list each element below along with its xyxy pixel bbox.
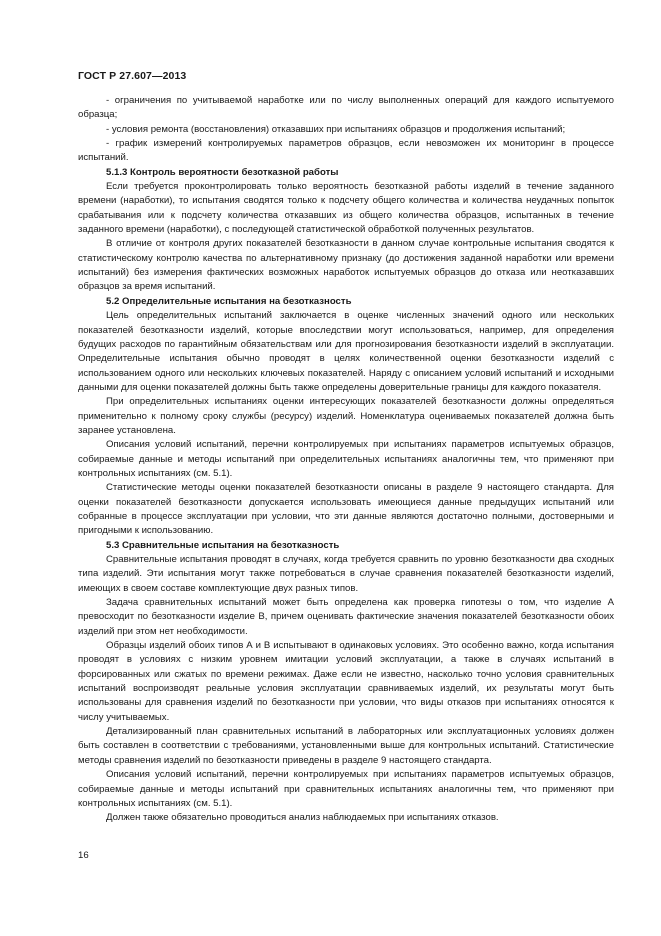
page-number: 16: [78, 850, 89, 861]
paragraph: Цель определительных испытаний заключается в оценке численных значений одного или нескольких показателей безотказности изделий, которые впоследствии могут использоваться, например, для определения будущих расходов по гарантийным обязательствам или для прогнозирования безотказности изделий в эксплуатации. Определительные испытания обычно проводят в целях количественной оценки безотказности изделий с использованием одного или нескольких ключевых показателей. Наряду с описанием условий испытаний и исходными данными для оценки показателей должны быть также определены доверительные границы для каждого показателя.: [78, 310, 614, 393]
paragraph: Если требуется проконтролировать только вероятность безотказной работы изделий в течение заданного времени (наработки), то испытания сводятся только к подсчету общего количества и количества неудачных попыток срабатывания или к подсчету количества отказавших из общего количества образцов, испытанных в течение заданного времени (наработки), с последующей статистической обработкой полученных результатов.: [78, 181, 614, 236]
list-item: - ограничения по учитываемой наработке или по числу выполненных операций для каждого испытуемого образца;: [78, 95, 614, 121]
paragraph: Образцы изделий обоих типов А и В испытывают в одинаковых условиях. Это особенно важно, когда испытания проводят в условиях с низким уровнем имитации условий эксплуатации, а также в случаях испытаний в форсированных или сжатых по времени режимах. Даже если не известно, насколько точно условия сравнительных испытаний воспроизводят реальные условия эксплуатации сравниваемых изделий, их результаты могут быть использованы для сравнения изделий по безотказности при условии, что виды отказов при испытаниях относятся к числу учитываемых.: [78, 640, 614, 723]
paragraph: При определительных испытаниях оценки интересующих показателей безотказности должны определяться применительно к полному сроку службы (ресурсу) изделий. Номенклатура оцениваемых показателей должна быть заранее установлена.: [78, 396, 614, 436]
paragraph: Описания условий испытаний, перечни контролируемых при испытаниях параметров испытуемых образцов, собираемые данные и методы испытаний при сравнительных испытаниях аналогичны тем, что применяют при контрольных испытаниях (см. 5.1).: [78, 769, 614, 809]
list-item: - график измерений контролируемых параметров образцов, если невозможен их мониторинг в процессе испытаний.: [78, 138, 614, 164]
section-heading-5-3: 5.3 Сравнительные испытания на безотказность: [106, 539, 340, 551]
document-header: ГОСТ Р 27.607—2013: [78, 70, 187, 82]
paragraph: Задача сравнительных испытаний может быть определена как проверка гипотезы о том, что изделие А превосходит по безотказности изделие В, причем оценивать фактические значения показателей безотказности обоих изделий при этом нет необходимости.: [78, 597, 614, 637]
list-item: - условия ремонта (восстановления) отказавших при испытаниях образцов и продолжения испытаний;: [106, 123, 566, 135]
paragraph: Сравнительные испытания проводят в случаях, когда требуется сравнить по уровню безотказности два сходных типа изделий. Эти испытания могут также потребоваться в случае сравнения показателей безотказности изделий, имеющих в своем составе комплектующие двух разных типов.: [78, 554, 614, 594]
paragraph: Статистические методы оценки показателей безотказности описаны в разделе 9 настоящего стандарта. Для оценки показателей безотказности допускается использовать имеющиеся данные предыдущих испытаний или собранные в процессе эксплуатации при условии, что эти данные являются достаточно полными, достоверными и пригодными к использованию.: [78, 482, 614, 537]
paragraph: В отличие от контроля других показателей безотказности в данном случае контрольные испытания сводятся к статистическому контролю качества по альтернативному признаку (до достижения заданной наработки или времени испытаний) без измерения фактических возможных наработок испытуемых образцов до отказа или неотказавших образцов за время испытаний.: [78, 238, 614, 293]
paragraph: Должен также обязательно проводиться анализ наблюдаемых при испытаниях отказов.: [106, 812, 499, 824]
paragraph: Детализированный план сравнительных испытаний в лабораторных или эксплуатационных условиях должен быть составлен в соответствии с требованиями, установленными выше для контрольных испытаний. Статистические методы сравнения изделий по безотказности приведены в разделе 9 настоящего стандарта.: [78, 726, 614, 766]
paragraph: Описания условий испытаний, перечни контролируемых при испытаниях параметров испытуемых образцов, собираемые данные и методы испытаний при определительных испытаниях аналогичны тем, что применяют при контрольных испытаниях (см. 5.1).: [78, 439, 614, 479]
page-body: [78, 94, 614, 826]
section-heading-5-1-3: 5.1.3 Контроль вероятности безотказной работы: [106, 166, 339, 178]
section-heading-5-2: 5.2 Определительные испытания на безотказность: [106, 295, 352, 307]
